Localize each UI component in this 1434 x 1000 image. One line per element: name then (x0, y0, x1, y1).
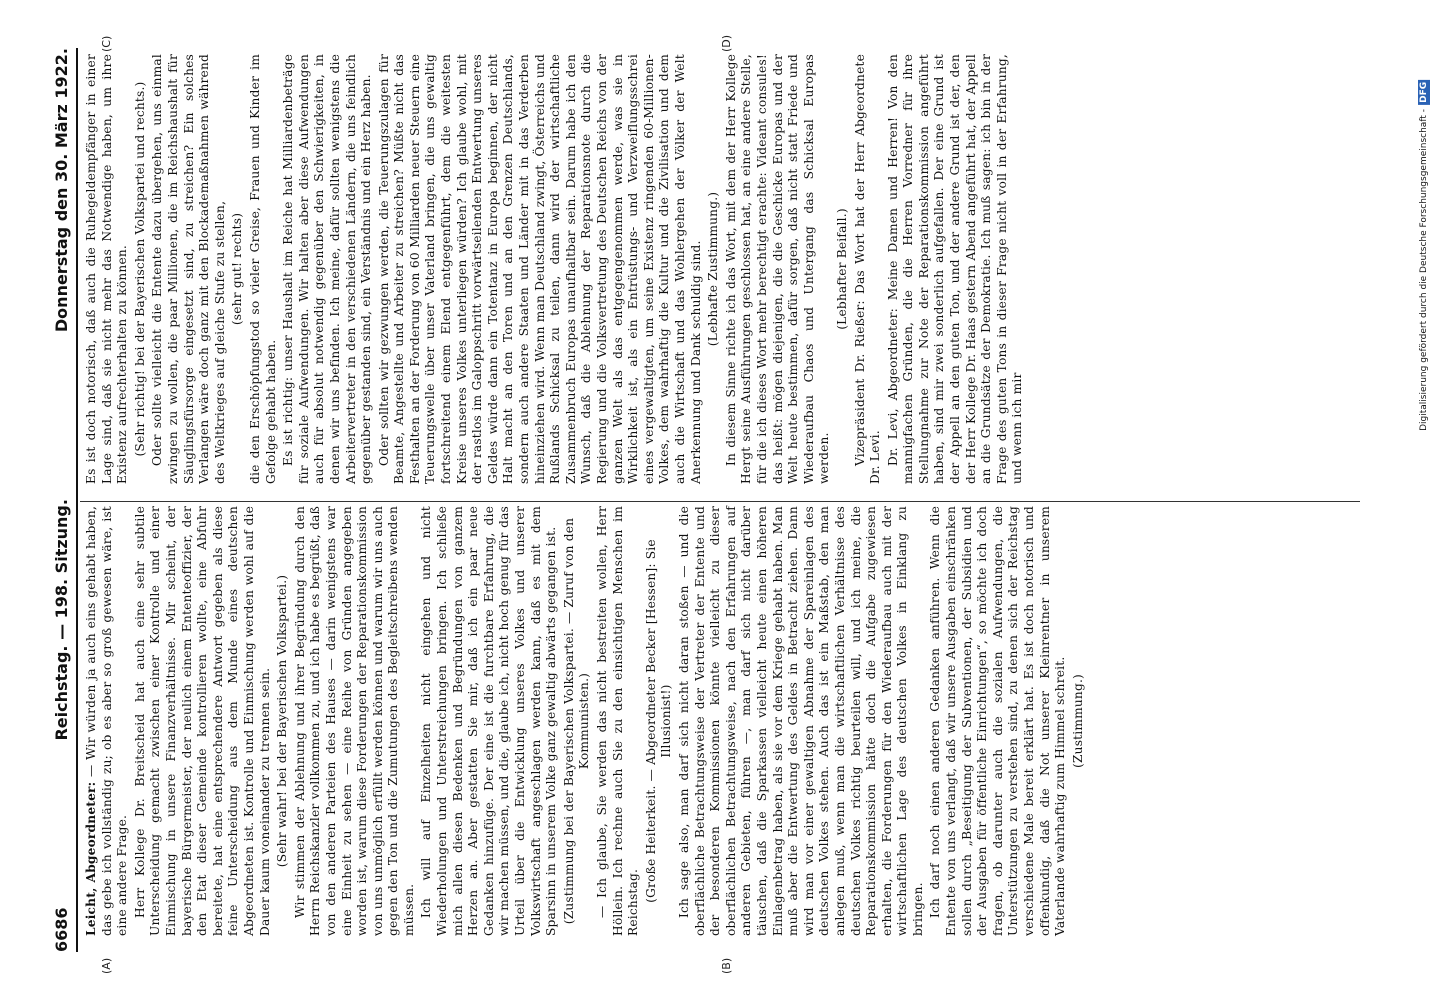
page-number: 6686 (51, 907, 71, 952)
interjection: (Lebhafte Zustimmung.) (706, 191, 721, 347)
paragraph: — Wir würden ja auch eins gehabt haben, das gebe ich vollständig zu; ob es aber so groß gewesen wäre, ist eine andere Frage. (84, 505, 130, 936)
column-divider (80, 501, 1360, 502)
paragraph: In diesem Sinne richte ich das Wort, mit dem der Herr Kollege Hergt seine Ausführungen geschlossen hat, an eine andere Stelle, für die ich dieses Wort mehr berechtigt erachte: Videant consules! das heißt: mögen diejenigen, die die Geschicke Europas und der Welt heute bestimmen, dafür sorgen, daß nicht statt Friede und Wiederaufbau Chaos und Untergang das Schicksal Europas werden. (723, 54, 832, 484)
paragraph: Es ist richtig: unser Haushalt im Reiche hat Milliardenbeträge für soziale Aufwendungen. Wir halten aber diese Aufwendungen auch für absolut notwendig gegenüber den Schwierigkeiten, in denen wir uns befinden. Ich meine, dafür sollten wenigstens die Arbeitervertreter in den verschiedenen Ländern, die uns feindlich gegenüber gestanden sind, ein Verständnis und ein Herz haben. (281, 54, 374, 484)
interjection: (Sehr richtig! bei der Bayerischen Volkspartei und rechts.) (132, 81, 147, 457)
paragraph: Oder sollten wir gezwungen werden, die Teuerungszulagen für Beamte, Angestellte und Arbeiter zu streichen? Müßte nicht das Festhalten an der Forderung von 60 Milliarden neuer Steuern eine Teuerungswelle über unser Vaterland bringen, die uns gewaltig fortschreitend einem Elend entgegenführt, dem die weitesten Kreise unseres Volkes unterliegen würden? Ich glaube wohl, mit der rastlos im Galoppschritt vorwärtseilenden Entwertung unseres Geldes würde dann ein Totentanz in Europa beginnen, der nicht Halt macht an den Toren und an den Grenzen Deutschlands, sondern auch andere Staaten und Länder mit in das Verderben hineinziehen wird. Wenn man Deutschland zwingt, Österreichs und Rußlands Schicksal zu teilen, dann wird der wirtschaftliche Zusammenbruch Europas unaufhaltbar sein. Darum habe ich den Wunsch, daß die Ablehnung der Reparationsnote durch die Regierung und die Volksvertretung des Deutschen Reichs von der ganzen Welt als das entgegengenommen werde, was sie in Wirklichkeit ist, als ein Entrüstungs- und Verzweiflungsschrei eines vergewaltigten, um seine Existenz ringenden 60-Millionen-Volkes, dem wahrhaftig die Kultur und die Zivilisation und dem auch die Wirtschaft und das Wohlergehen der Völker der Welt Anerkennung und Dank schuldig sind. (376, 54, 703, 484)
paragraph: Ich darf noch einen anderen Gedanken anführen. Wenn die Entente von uns verlangt, daß wir unsere Ausgaben einschränken sollen durch „Beseitigung der Subventionen, der Subsidien und der Ausgaben für öffentliche Einrichtungen“, so möchte ich doch fragen, ob darunter auch die sozialen Aufwendungen, die Unterstützungen zu verstehen sind, zu denen sich der Reichstag verschiedene Male bereit erklärt hat. Es ist doch notorisch und offenkundig, daß die Not unserer Kleinrentner in unserem Vaterlande wahrhaftig zum Himmel schreit. (928, 506, 1068, 936)
right-column (84, 54, 1028, 484)
paragraph: Ich will auf Einzelheiten nicht eingehen und nicht Wiederholungen und Unterstreichungen bringen. Ich schließe mich allen diesen Bedenken und Begründungen von ganzem Herzen an. Aber gestatten Sie mir, daß ich ein paar neue Gedanken hinzufüge. Der eine ist die furchtbare Erfahrung, die wir machen müssen, und die, glaube ich, nicht hoch genug für das Urteil über die Entwicklung unseres Volkes und unserer Volkswirtschaft angeschlagen werden kann, daß es mit dem Sparsinn in unserem Volke ganz gewaltig abwärts gegangen ist. (419, 506, 559, 936)
session-title: Reichstag. — 198. Sitzung. (51, 499, 71, 741)
margin-marker-c: (C) (100, 35, 113, 52)
paragraph: Herr Kollege Dr. Breitscheid hat auch eine sehr subtile Unterscheidung gemacht zwischen einer Kontrolle und einer Einmischung in unsere Finanzverhältnisse. Mir scheint, der bayerische Bürgermeister, der neulich einem Ententeoffizier, der den Etat dieser Gemeinde kontrollieren wollte, eine Abfuhr bereitete, hat eine entsprechendere Antwort gegeben als diese feine Unterscheidung aus dem Munde eines deutschen Abgeordneten ist. Kontrolle und Einmischung werden wohl auf die Dauer kaum voneinander zu trennen sein. (132, 506, 272, 936)
margin-marker-b: (B) (720, 957, 733, 974)
margin-marker-d: (D) (720, 34, 733, 52)
paragraph: Dr. Levi, Abgeordneter: Meine Damen und Herren! Von den mannigfachen Gründen, die die Herren Vorredner für ihre Stellungnahme zur Note der Reparationskommission angeführt haben, sind mir zwei sonderlich aufgefallen. Der eine Grund ist der Appell an den guten Ton, und der andere Grund ist der, den der Herr Kollege Dr. Haas gestern Abend angeführt hat, der Appell an die Grundsätze der Demokratie. Ich muß sagen: ich bin in der Frage des guten Tons in dieser Frage nicht voll in der Erfahrung, und wenn ich mir (885, 54, 1025, 484)
interjection: (Sehr wahr! bei der Bayerischen Volkspartei.) (275, 574, 290, 868)
interjection: (Zustimmung.) (1070, 674, 1085, 768)
interjection: (Zustimmung bei der Bayerischen Volkspartei. — Zuruf von den Kommunisten.) (561, 517, 592, 925)
interjection: (sehr gut! rechts) (230, 212, 245, 326)
dfg-logo: DFG (1419, 82, 1429, 104)
margin-marker-a: (A) (100, 957, 113, 974)
interjection: (Große Heiterkeit. — Abgeordneter Becker [Hessen]: Sie Illusionist!) (643, 539, 674, 903)
paragraph: Wir stimmen der Ablehnung und ihrer Begründung durch den Herrn Reichskanzler vollkommen zu, und ich habe es begrüßt, daß von den anderen Parteien des Hauses — darin wenigstens war eine Einheit zu sehen — eine Reihe von Gründen angegeben worden ist, warum diese Forderungen der Reparationskommission von uns unmöglich erfüllt werden können und warum wir uns auch gegen den Ton und die Zumutungen des Begleitschreibens wenden müssen. (292, 506, 416, 936)
left-column (84, 506, 1088, 936)
digitization-note (1418, 80, 1430, 431)
document-page (40, 8, 1400, 992)
paragraph: Es ist doch notorisch, daß auch die Ruhegeldempfänger in einer Lage sind, daß sie nicht mehr das Notwendige haben, um ihre Existenz aufrechterhalten zu können. (84, 54, 130, 484)
paragraph: Ich sage also, man darf sich nicht daran stoßen — und die oberflächliche Betrachtungsweise der Vertreter der Entente und der besonderen Kommissionen könnte vielleicht zu dieser oberflächlichen Betrachtungsweise, nach den Erfahrungen auf anderen Gebieten, führen —, man darf sich nicht darüber täuschen, daß die Sparkassen vielleicht heute einen höheren Einlagenbetrag haben, als sie vor dem Kriege gehabt haben. Man muß aber die Entwertung des Geldes in Betracht ziehen. Dann wird man vor einer gewaltigen Abnahme der Spareinlagen des deutschen Volkes stehen. Auch das ist ein Maßstab, den man anlegen muß, wenn man die wirtschaftlichen Verhältnisse des deutschen Volkes richtig beurteilen will, und ich meine, die Reparationskommission hätte doch die Aufgabe zugewiesen erhalten, die Forderungen für den Wiederaufbau auch mit der wirtschaftlichen Lage des deutschen Volkes in Einklang zu bringen. (676, 506, 925, 936)
header-rule (76, 48, 78, 952)
paragraph: — Ich glaube, Sie werden das nicht bestreiten wollen, Herr Höllein. Ich rechne auch Sie zu den einsichtigen Menschen im Reichstag. (595, 506, 641, 936)
paragraph: Oder sollte vielleicht die Entente dazu übergehen, uns einmal zwingen zu wollen, die paar Millionen, die im Reichshaushalt für Säuglingsfürsorge eingesetzt sind, zu streichen? Ein solches Verlangen wäre doch ganz mit den Blockademaßnahmen während des Weltkrieges auf gleiche Stufe zu stellen, (150, 54, 227, 484)
page-container (40, 8, 1400, 992)
session-date: Donnerstag den 30. März 1922. (51, 48, 71, 333)
speaker-name: Leicht, Abgeordneter: (84, 781, 98, 936)
paragraph: die den Erschöpfungstod so vieler Greise, Frauen und Kinder im Gefolge gehabt haben. (247, 54, 278, 484)
page-header (46, 48, 76, 952)
digitization-text: Digitalisierung gefördert durch die Deutsche Forschungsgemeinschaft - (1419, 109, 1429, 431)
paragraph: Vizepräsident Dr. Rießer: Das Wort hat der Herr Abgeordnete Dr. Levi. (852, 54, 883, 484)
interjection: (Lebhafter Beifall.) (834, 208, 849, 330)
